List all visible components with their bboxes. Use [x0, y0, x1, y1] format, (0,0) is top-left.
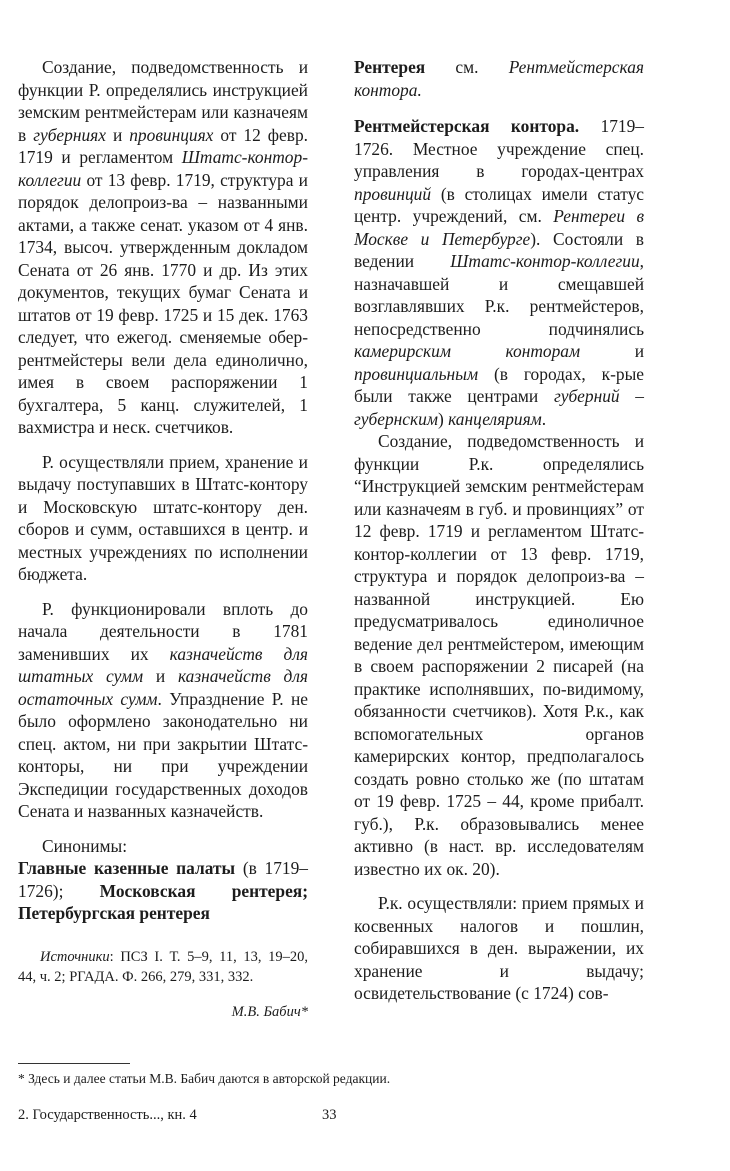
author-signature: М.В. Бабич*: [231, 1003, 308, 1020]
text-run: от 13 февр. 1719, структура и порядок делопроиз-ва – названными актами, а также сенат. указом от 4 янв. 1734, высоч. утвержденным докладом Сената от 26 янв. 1770 и др. Из этих документов, текущих бумаг Сената и штатов от 19 февр. 1725 и 15 дек. 1763 следует, что ежегод. сменяемые обер-рентмейстеры вели дела единолично, имея в своем распоряжении 1 бухгалтера, 5 канц. служителей, 1 вахмистра и неск. счетчиков.: [18, 169, 308, 437]
text-run: (в столицах имели статус центр. учреждений, см.: [354, 183, 644, 226]
page-number: 33: [322, 1107, 337, 1123]
left-column: [18, 56, 308, 1023]
text-run: ). Состояли в ведении: [354, 228, 644, 271]
italic-text: Штатс-контор-коллегии: [18, 147, 308, 190]
paragraph-abolition: [18, 598, 308, 823]
text-run: (в 1719–1726);: [18, 858, 308, 901]
italic-text: губерниях: [33, 124, 106, 145]
text-run: и: [105, 124, 130, 145]
text-run: Р. осуществляли прием, хранение и выдачу поступавших в Штатс-контору и Московскую штатс-контору ден. сборов и сумм, оставшихся в центр. и местных учреждениях по исполнении бюджета.: [18, 451, 308, 584]
footnote: * Здесь и далее статьи М.В. Бабич даются в авторской редакции.: [18, 1071, 391, 1086]
text-run: .: [541, 408, 547, 429]
text-run: Р.к. осуществляли: прием прямых и косвенных налогов и пошлин, собиравшихся в ден. выражении, их хранение и выдачу; освидетельствование (с 1724) сов-: [354, 893, 644, 1003]
sources-note: [18, 947, 308, 987]
text-run: Создание, подведомственность и функции Р.к. определялись “Инструкцией земским рентмейстерам или казначеям в губ. и провинциях” от 12 февр. 1719 и регламентом Штатс-контор-коллегии от 13 февр. 1719, структура и порядок делопроиз-ва – названной инструкцией. Ею предусматривалось единоличное ведение дел рентмейстером, имеющим в своем распоряжении 2 писарей (на практике исполнявших, по-видимому, обязанности счетчиков). Хотя Р.к., как вспомогательных органов камерирских контор, предполагалось создать ровно столько же (по штатам от 19 февр. 1725 – 44, кроме прибалт. губ.), Р.к. образовывались менее активно (в наст. вр. исследователям известно их ок. 20).: [354, 431, 644, 879]
text-run: и: [143, 666, 178, 686]
bold-text: Московская рентерея; Петербургская рентерея: [18, 880, 308, 923]
paragraph-functions: [18, 451, 308, 586]
paragraph-rentmeister-functions: [354, 892, 644, 1005]
bold-text: Главные казенные палаты: [18, 858, 236, 878]
text-run: ): [437, 408, 449, 429]
italic-text: провинциальным: [354, 363, 479, 384]
footnote-divider: [18, 1063, 130, 1064]
text-run: от 12 февр. 1719 и регламентом: [18, 124, 308, 167]
bold-text: Рентмейстерская контора.: [354, 116, 580, 136]
paragraph-rentmeister-origins: [354, 430, 644, 880]
bold-text: Рентерея: [354, 57, 426, 77]
italic-text: канцеляриям: [448, 408, 542, 429]
text-run: : ПСЗ I. Т. 5–9, 11, 13, 19–20, 44, ч. 2; РГАДА. Ф. 266, 279, 331, 332.: [18, 948, 308, 985]
right-column: [354, 56, 644, 1017]
text-run: , назначавшей и смещавшей возглавлявших Р.к. рентмейстеров, непосредственно подчинялись: [354, 251, 644, 339]
italic-text: провинций: [354, 183, 432, 204]
italic-text: провинциях: [129, 124, 214, 145]
italic-text: казначейств для остаточных сумм: [18, 666, 308, 709]
italic-text: Рентмейстерская контора.: [354, 57, 644, 100]
italic-text: Штатс-контор-коллегии: [450, 251, 640, 271]
synonyms-list: [18, 857, 308, 925]
text-run: 1719–1726. Местное учреждение спец. управления в городах-центрах: [354, 116, 644, 181]
text-run: . Упразднение Р. не было оформлено законодательно ни спец. актом, ни при закрытии Штатс-конторы, ни при учреждении Экспедиции государственных доходов Сената и названных казначейств.: [18, 688, 308, 821]
text-run: (в городах, к-рые были также центрами: [354, 363, 644, 406]
text-run: Создание, подведомственность и функции Р. определялись инструкцией земским рентмейстерам или казначеям в: [18, 57, 308, 145]
italic-text: губерний – губернским: [354, 386, 644, 429]
paragraph-origins: [18, 56, 308, 439]
entry-renterei-crossref: [354, 56, 644, 101]
italic-text: казначейств для штатных сумм: [18, 643, 308, 686]
text-run: и: [580, 341, 644, 361]
italic-text: Рентереи в Москве и Петербурге: [354, 206, 644, 249]
text-run: см.: [425, 57, 509, 77]
synonyms-label: Синонимы:: [42, 835, 128, 856]
italic-text: камерирским конторам: [354, 341, 581, 361]
text-run: Р. функционировали вплоть до начала деятельности в 1781 заменивших их: [18, 598, 308, 664]
footer-book-title: 2. Государственность..., кн. 4: [18, 1107, 197, 1123]
italic-text: Источники: [40, 948, 110, 965]
entry-rentmeister-office: [354, 115, 644, 430]
